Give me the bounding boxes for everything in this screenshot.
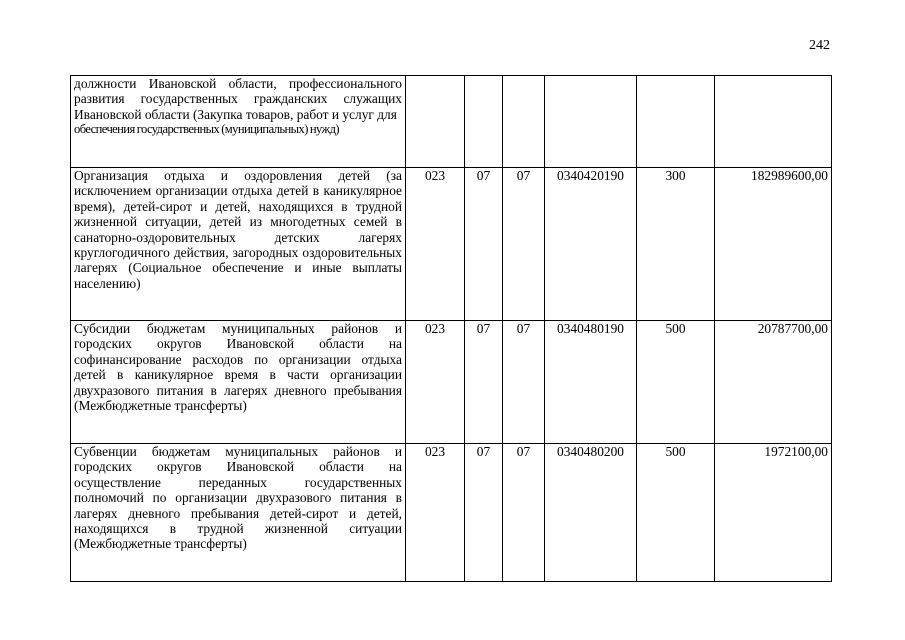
target-article-code bbox=[545, 76, 637, 168]
section-code: 07 bbox=[465, 168, 503, 321]
ministry-code: 023 bbox=[406, 168, 465, 321]
budget-table bbox=[70, 75, 832, 582]
subsection-code bbox=[503, 76, 545, 168]
row-description-text: должности Ивановской области, профессионального развития государственных гражданских служащих Ивановской области (Закупка товаров, работ и услуг для bbox=[74, 76, 402, 122]
target-article-code: 0340480200 bbox=[545, 444, 637, 582]
expense-type-code bbox=[637, 76, 715, 168]
expense-type-code: 500 bbox=[637, 444, 715, 582]
page-number: 242 bbox=[809, 38, 830, 53]
ministry-code bbox=[406, 76, 465, 168]
row-description-tail: обеспечения государственных (муниципальных) нужд) bbox=[74, 122, 340, 137]
row-description: Субвенции бюджетам муниципальных районов и городских округов Ивановской области на осуществление переданных государственных полномочий по организации двухразового питания в лагерях дневного пребывания детей-сирот и детей, находящихся в трудной жизненной ситуации (Межбюджетные трансферты) bbox=[71, 444, 406, 582]
ministry-code: 023 bbox=[406, 321, 465, 444]
target-article-code: 0340420190 bbox=[545, 168, 637, 321]
section-code: 07 bbox=[465, 321, 503, 444]
row-description: Организация отдыха и оздоровления детей (за исключением организации отдыха детей в каникулярное время), детей-сирот и детей, находящихся в трудной жизненной ситуации, детей из многодетных семей в санаторно-оздоровительных детских лагерях круглогодичного действия, загородных оздоровительных лагерях (Социальное обеспечение и иные выплаты населению) bbox=[71, 168, 406, 321]
expense-type-code: 300 bbox=[637, 168, 715, 321]
amount bbox=[715, 76, 832, 168]
amount: 182989600,00 bbox=[715, 168, 832, 321]
section-code: 07 bbox=[465, 444, 503, 582]
table-row bbox=[71, 76, 832, 168]
ministry-code: 023 bbox=[406, 444, 465, 582]
table-row bbox=[71, 444, 832, 582]
expense-type-code: 500 bbox=[637, 321, 715, 444]
amount: 1972100,00 bbox=[715, 444, 832, 582]
amount: 20787700,00 bbox=[715, 321, 832, 444]
table-row bbox=[71, 168, 832, 321]
subsection-code: 07 bbox=[503, 321, 545, 444]
subsection-code: 07 bbox=[503, 168, 545, 321]
row-description: Субсидии бюджетам муниципальных районов и городских округов Ивановской области на софинансирование расходов по организации отдыха детей в каникулярное время в части организации двухразового питания в лагерях дневного пребывания (Межбюджетные трансферты) bbox=[71, 321, 406, 444]
table-row bbox=[71, 321, 832, 444]
target-article-code: 0340480190 bbox=[545, 321, 637, 444]
subsection-code: 07 bbox=[503, 444, 545, 582]
section-code bbox=[465, 76, 503, 168]
row-description bbox=[71, 76, 406, 168]
